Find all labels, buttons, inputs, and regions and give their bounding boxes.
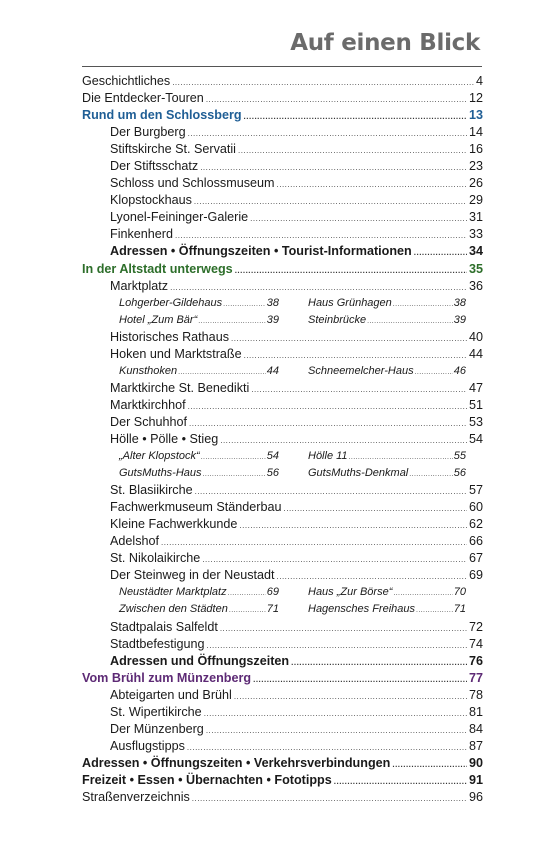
toc-page-number: 33 bbox=[468, 227, 483, 242]
toc-entry-title: Hölle • Pölle • Stieg bbox=[110, 431, 219, 446]
toc-section bbox=[82, 73, 483, 90]
toc-subentry bbox=[308, 465, 466, 482]
toc-page-number: 70 bbox=[453, 586, 466, 599]
toc-page-number: 44 bbox=[468, 346, 483, 361]
toc-entry bbox=[82, 243, 483, 260]
toc-subentry-title: Schneemelcher-Haus bbox=[308, 364, 414, 377]
toc-page-number: 78 bbox=[468, 687, 483, 702]
dot-leader bbox=[334, 773, 467, 790]
toc-subentry-title: GutsMuths-Denkmal bbox=[308, 467, 409, 480]
toc-entry bbox=[82, 704, 483, 721]
toc-page-number: 60 bbox=[468, 500, 483, 515]
dot-leader bbox=[234, 688, 467, 705]
dot-leader bbox=[188, 398, 467, 415]
toc-entry-title: Straßenverzeichnis bbox=[82, 789, 190, 804]
toc-entry-title: St. Wipertikirche bbox=[110, 704, 202, 719]
dot-leader bbox=[415, 364, 453, 381]
dot-leader bbox=[393, 296, 453, 313]
dot-leader bbox=[206, 722, 467, 739]
toc-page-number: 4 bbox=[475, 74, 483, 88]
toc-entry bbox=[82, 192, 483, 209]
toc-section bbox=[82, 107, 483, 124]
toc-section bbox=[82, 90, 483, 107]
toc-entry-title: Adressen • Öffnungszeiten • Verkehrsverbindungen bbox=[82, 755, 391, 770]
toc-subentry-title: Lohgerber-Gildehaus bbox=[119, 296, 223, 309]
dot-leader bbox=[231, 330, 467, 347]
dot-leader bbox=[277, 568, 467, 585]
toc-section bbox=[82, 772, 483, 789]
toc-entry-title: Hoken und Marktstraße bbox=[110, 346, 242, 361]
toc-subentry bbox=[119, 312, 279, 329]
toc-page-number: 56 bbox=[453, 467, 466, 480]
toc-subentry-title: Kunsthoken bbox=[119, 364, 178, 377]
toc-subentry-pair bbox=[82, 448, 483, 465]
toc-entry bbox=[82, 738, 483, 755]
toc-entry-title: Fachwerkmuseum Ständerbau bbox=[110, 500, 282, 515]
toc-entry bbox=[82, 619, 483, 636]
toc-subentry-pair bbox=[82, 601, 483, 618]
toc-subentry-title: Steinbrücke bbox=[308, 313, 367, 326]
dot-leader bbox=[198, 313, 266, 330]
toc-page-number: 44 bbox=[266, 364, 279, 377]
toc-page-number: 16 bbox=[468, 142, 483, 157]
toc-subentry bbox=[308, 601, 466, 618]
toc-entry-title: Abteigarten und Brühl bbox=[110, 687, 232, 702]
toc-page-number: 40 bbox=[468, 329, 483, 344]
toc-subentry bbox=[119, 295, 279, 312]
toc-entry-title: Der Schuhhof bbox=[110, 414, 188, 429]
toc-entry bbox=[82, 516, 483, 533]
toc-entry bbox=[82, 653, 483, 670]
dot-leader bbox=[189, 415, 467, 432]
toc-subentry bbox=[308, 363, 466, 380]
toc-entry bbox=[82, 226, 483, 243]
dot-leader bbox=[392, 756, 467, 773]
toc-subentry-pair bbox=[82, 584, 483, 601]
toc-entry-title: St. Nikolaikirche bbox=[110, 551, 201, 566]
toc-entry bbox=[82, 175, 483, 192]
toc-entry-title: Die Entdecker-Touren bbox=[82, 91, 204, 106]
toc-entry-title: St. Blasiikirche bbox=[110, 483, 193, 498]
dot-leader bbox=[409, 466, 452, 483]
toc-entry bbox=[82, 380, 483, 397]
toc-entry bbox=[82, 721, 483, 738]
toc-subentry bbox=[119, 363, 279, 380]
toc-subentry-pair bbox=[82, 312, 483, 329]
toc-page-number: 69 bbox=[468, 568, 483, 583]
toc-page-number: 23 bbox=[468, 159, 483, 174]
dot-leader bbox=[244, 108, 467, 125]
toc-page-number: 26 bbox=[468, 176, 483, 191]
dot-leader bbox=[207, 637, 467, 654]
toc-subentry bbox=[119, 601, 279, 618]
toc-subentry-title: Hagensches Freihaus bbox=[308, 603, 416, 616]
dot-leader bbox=[253, 671, 467, 688]
toc-page-number: 31 bbox=[468, 210, 483, 225]
toc-subentry-pair bbox=[82, 295, 483, 312]
toc-page-number: 69 bbox=[266, 586, 279, 599]
dot-leader bbox=[195, 483, 467, 500]
toc-subentry bbox=[308, 448, 466, 465]
dot-leader bbox=[239, 517, 467, 534]
toc-subentry bbox=[119, 448, 279, 465]
dot-leader bbox=[202, 551, 467, 568]
dot-leader bbox=[244, 347, 467, 364]
toc-entry-title: Stadtbefestigung bbox=[110, 636, 205, 651]
toc-subentry-title: Hölle 11 bbox=[308, 450, 348, 463]
toc-entry bbox=[82, 482, 483, 499]
dot-leader bbox=[250, 210, 467, 227]
toc-subentry-title: Haus Grünhagen bbox=[308, 296, 392, 309]
title-rule bbox=[82, 66, 482, 67]
toc-page-number: 96 bbox=[468, 789, 483, 804]
toc-page-number: 51 bbox=[468, 397, 483, 412]
table-of-contents bbox=[82, 73, 483, 806]
toc-entry-title: Finkenherd bbox=[110, 227, 174, 242]
toc-entry-title: Adressen • Öffnungszeiten • Tourist-Informationen bbox=[110, 244, 412, 259]
toc-page-number: 53 bbox=[468, 414, 483, 429]
toc-entry bbox=[82, 431, 483, 448]
toc-page-number: 91 bbox=[468, 772, 483, 787]
dot-leader bbox=[192, 790, 467, 807]
toc-subentry bbox=[308, 584, 466, 601]
dot-leader bbox=[228, 585, 266, 602]
toc-page-number: 87 bbox=[468, 738, 483, 753]
toc-page-number: 35 bbox=[468, 261, 483, 276]
toc-entry-title: Lyonel-Feininger-Galerie bbox=[110, 210, 249, 225]
toc-page-number: 77 bbox=[468, 670, 483, 685]
toc-section bbox=[82, 261, 483, 278]
toc-page-number: 76 bbox=[468, 653, 483, 668]
toc-page-number: 67 bbox=[468, 551, 483, 566]
dot-leader bbox=[291, 654, 467, 671]
toc-subentry bbox=[119, 465, 279, 482]
toc-entry-title: Adelshof bbox=[110, 534, 160, 549]
dot-leader bbox=[393, 585, 452, 602]
toc-page-number: 72 bbox=[468, 619, 483, 634]
toc-entry-title: Der Steinweg in der Neustadt bbox=[110, 568, 275, 583]
toc-entry-title: Freizeit • Essen • Übernachten • Fototipps bbox=[82, 772, 332, 787]
toc-subentry-title: Haus „Zur Börse“ bbox=[308, 586, 393, 599]
toc-entry-title: Der Burgberg bbox=[110, 125, 186, 140]
toc-page-number: 46 bbox=[453, 364, 466, 377]
toc-page-number: 66 bbox=[468, 534, 483, 549]
toc-subentry-title: Zwischen den Städten bbox=[119, 603, 228, 616]
dot-leader bbox=[187, 739, 467, 756]
toc-entry-title: Stadtpalais Salfeldt bbox=[110, 619, 218, 634]
dot-leader bbox=[194, 193, 467, 210]
toc-entry bbox=[82, 499, 483, 516]
toc-subentry-title: Neustädter Marktplatz bbox=[119, 586, 227, 599]
toc-page-number: 39 bbox=[266, 313, 279, 326]
dot-leader bbox=[175, 227, 467, 244]
toc-entry-title: Kleine Fachwerkkunde bbox=[110, 517, 238, 532]
toc-page-number: 84 bbox=[468, 721, 483, 736]
toc-entry bbox=[82, 329, 483, 346]
toc-page-number: 29 bbox=[468, 193, 483, 208]
toc-entry bbox=[82, 687, 483, 704]
toc-entry-title: Rund um den Schlossberg bbox=[82, 108, 242, 123]
toc-section bbox=[82, 755, 483, 772]
toc-subentry-title: GutsMuths-Haus bbox=[119, 467, 202, 480]
toc-page-number: 12 bbox=[468, 91, 483, 106]
toc-entry-title: Marktplatz bbox=[110, 278, 169, 293]
dot-leader bbox=[277, 176, 467, 193]
toc-entry bbox=[82, 567, 483, 584]
toc-entry-title: Klopstockhaus bbox=[110, 193, 192, 208]
toc-subentry-title: Hotel „Zum Bär“ bbox=[119, 313, 198, 326]
toc-page-number: 56 bbox=[266, 467, 279, 480]
dot-leader bbox=[201, 449, 266, 466]
toc-page-number: 57 bbox=[468, 483, 483, 498]
dot-leader bbox=[220, 620, 467, 637]
toc-page-number: 71 bbox=[453, 603, 466, 616]
page-title: Auf einen Blick bbox=[290, 30, 480, 56]
toc-entry-title: Der Münzenberg bbox=[110, 721, 204, 736]
dot-leader bbox=[172, 74, 474, 91]
toc-entry bbox=[82, 158, 483, 175]
toc-page-number: 34 bbox=[468, 244, 483, 259]
toc-subentry-pair bbox=[82, 363, 483, 380]
toc-section bbox=[82, 670, 483, 687]
toc-section bbox=[82, 789, 483, 806]
toc-entry bbox=[82, 141, 483, 158]
toc-entry-title: Der Stiftsschatz bbox=[110, 159, 199, 174]
dot-leader bbox=[178, 364, 266, 381]
toc-page-number: 36 bbox=[468, 278, 483, 293]
toc-subentry-pair bbox=[82, 465, 483, 482]
toc-entry-title: Vom Brühl zum Münzenberg bbox=[82, 670, 252, 685]
toc-page-number: 38 bbox=[266, 296, 279, 309]
dot-leader bbox=[416, 602, 453, 619]
toc-page-number: 90 bbox=[468, 755, 483, 770]
toc-entry bbox=[82, 209, 483, 226]
toc-page-number: 39 bbox=[453, 313, 466, 326]
toc-entry-title: Marktkirchhof bbox=[110, 397, 186, 412]
toc-entry-title: Adressen und Öffnungszeiten bbox=[110, 653, 290, 668]
toc-subentry bbox=[308, 295, 466, 312]
toc-page-number: 47 bbox=[468, 380, 483, 395]
toc-entry bbox=[82, 414, 483, 431]
dot-leader bbox=[414, 244, 467, 261]
toc-page-number: 54 bbox=[266, 450, 279, 463]
dot-leader bbox=[238, 142, 467, 159]
toc-page-number: 74 bbox=[468, 636, 483, 651]
toc-entry-title: Ausflugstipps bbox=[110, 738, 185, 753]
toc-page-number: 71 bbox=[266, 603, 279, 616]
toc-subentry-title: „Alter Klopstock“ bbox=[119, 450, 200, 463]
toc-entry-title: Stiftskirche St. Servatii bbox=[110, 142, 236, 157]
dot-leader bbox=[251, 381, 467, 398]
toc-entry bbox=[82, 278, 483, 295]
toc-entry bbox=[82, 397, 483, 414]
toc-entry bbox=[82, 346, 483, 363]
toc-entry-title: Historisches Rathaus bbox=[110, 329, 229, 344]
toc-page-number: 62 bbox=[468, 517, 483, 532]
toc-entry-title: Geschichtliches bbox=[82, 74, 171, 88]
toc-entry-title: In der Altstadt unterwegs bbox=[82, 261, 233, 276]
dot-leader bbox=[206, 91, 467, 108]
toc-page-number: 13 bbox=[468, 108, 483, 123]
toc-page-number: 38 bbox=[453, 296, 466, 309]
dot-leader bbox=[229, 602, 266, 619]
toc-entry bbox=[82, 550, 483, 567]
toc-page-number: 55 bbox=[453, 450, 466, 463]
toc-entry-title: Schloss und Schlossmuseum bbox=[110, 176, 275, 191]
toc-page-number: 14 bbox=[468, 125, 483, 140]
toc-page-number: 81 bbox=[468, 704, 483, 719]
dot-leader bbox=[204, 705, 467, 722]
dot-leader bbox=[161, 534, 467, 551]
toc-subentry bbox=[308, 312, 466, 329]
dot-leader bbox=[188, 125, 467, 142]
dot-leader bbox=[367, 313, 453, 330]
toc-entry bbox=[82, 124, 483, 141]
dot-leader bbox=[235, 262, 467, 279]
toc-entry bbox=[82, 636, 483, 653]
dot-leader bbox=[220, 432, 467, 449]
toc-page-number: 54 bbox=[468, 431, 483, 446]
toc-entry bbox=[82, 533, 483, 550]
dot-leader bbox=[284, 500, 467, 517]
dot-leader bbox=[170, 279, 467, 296]
dot-leader bbox=[349, 449, 453, 466]
dot-leader bbox=[223, 296, 266, 313]
dot-leader bbox=[200, 159, 467, 176]
toc-entry-title: Marktkirche St. Benedikti bbox=[110, 380, 250, 395]
toc-subentry bbox=[119, 584, 279, 601]
dot-leader bbox=[203, 466, 266, 483]
